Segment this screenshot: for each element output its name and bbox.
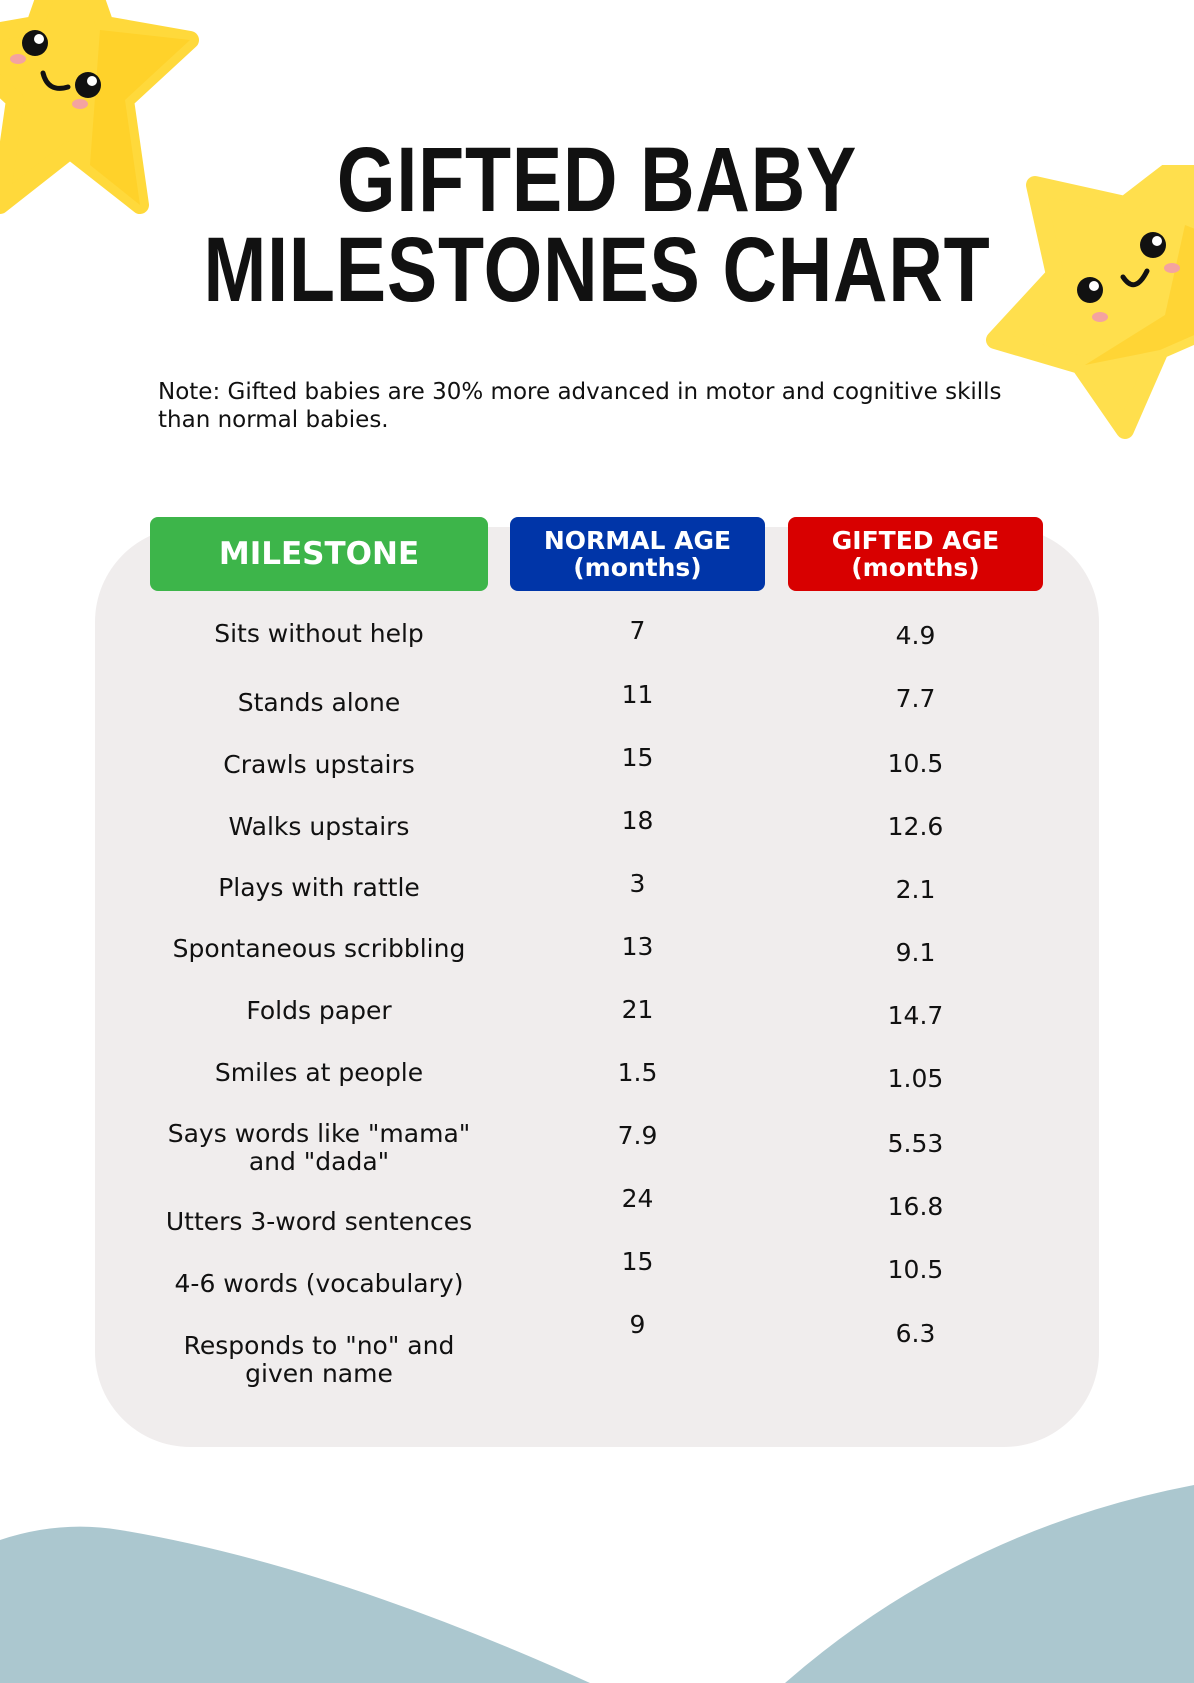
header-normal-unit: (months) (573, 553, 702, 582)
normal-age-cell: 3 (629, 869, 646, 898)
gifted-age-cell: 9.1 (895, 938, 936, 967)
milestone-cell: Spontaneous scribbling (172, 934, 466, 963)
normal-age-cell: 13 (621, 932, 654, 961)
title-line-2: MILESTONES CHART (203, 219, 991, 321)
gifted-age-cell: 2.1 (895, 875, 936, 904)
normal-age-cell: 7 (629, 616, 646, 645)
gifted-age-cell: 6.3 (895, 1319, 936, 1348)
normal-age-cell: 7.9 (617, 1121, 658, 1150)
milestone-cell: Says words like "mama" and "dada" (167, 1119, 471, 1176)
normal-age-cell: 24 (621, 1184, 654, 1213)
normal-age-cell: 18 (621, 806, 654, 835)
normal-age-cell: 1.5 (617, 1058, 658, 1087)
header-gifted-unit: (months) (851, 553, 980, 582)
page-title (107, 129, 1086, 321)
gifted-age-cell: 4.9 (895, 621, 936, 650)
gifted-age-cell: 10.5 (887, 749, 944, 778)
header-milestone-label: MILESTONE (218, 536, 420, 572)
milestone-cell: Folds paper (246, 996, 392, 1025)
header-gifted-age (788, 517, 1043, 591)
gifted-age-cell: 16.8 (887, 1192, 944, 1221)
gifted-age-cell: 1.05 (887, 1064, 944, 1093)
header-milestone (150, 517, 488, 591)
gifted-age-cell: 7.7 (895, 684, 936, 713)
header-normal-age (510, 517, 765, 591)
milestone-cell: Crawls upstairs (223, 750, 415, 779)
milestone-cell: Sits without help (214, 619, 424, 648)
milestone-cell: Utters 3-word sentences (165, 1207, 473, 1236)
normal-age-cell: 21 (621, 995, 654, 1024)
milestone-cell: 4-6 words (vocabulary) (174, 1269, 464, 1298)
normal-age-cell: 11 (621, 680, 654, 709)
normal-age-cell: 15 (621, 743, 654, 772)
normal-age-cell: 15 (621, 1247, 654, 1276)
title-line-1: GIFTED BABY (336, 129, 858, 231)
milestone-cell: Stands alone (237, 688, 401, 717)
normal-age-cell: 9 (629, 1310, 646, 1339)
header-normal-label: NORMAL AGE (543, 526, 732, 555)
milestone-cell: Smiles at people (214, 1058, 424, 1087)
milestone-cell: Walks upstairs (228, 812, 410, 841)
gifted-age-cell: 5.53 (887, 1129, 944, 1158)
gifted-age-cell: 12.6 (887, 812, 944, 841)
milestone-cell: Responds to "no" and given name (183, 1331, 455, 1388)
bottom-waves-decoration (0, 1470, 1194, 1683)
note-text: Note: Gifted babies are 30% more advanced in motor and cognitive skills than normal babies. (158, 379, 1002, 433)
milestone-cell: Plays with rattle (218, 873, 420, 902)
gifted-age-cell: 14.7 (887, 1001, 944, 1030)
header-gifted-label: GIFTED AGE (831, 526, 1000, 555)
table-panel (95, 527, 1099, 1447)
gifted-age-cell: 10.5 (887, 1255, 944, 1284)
